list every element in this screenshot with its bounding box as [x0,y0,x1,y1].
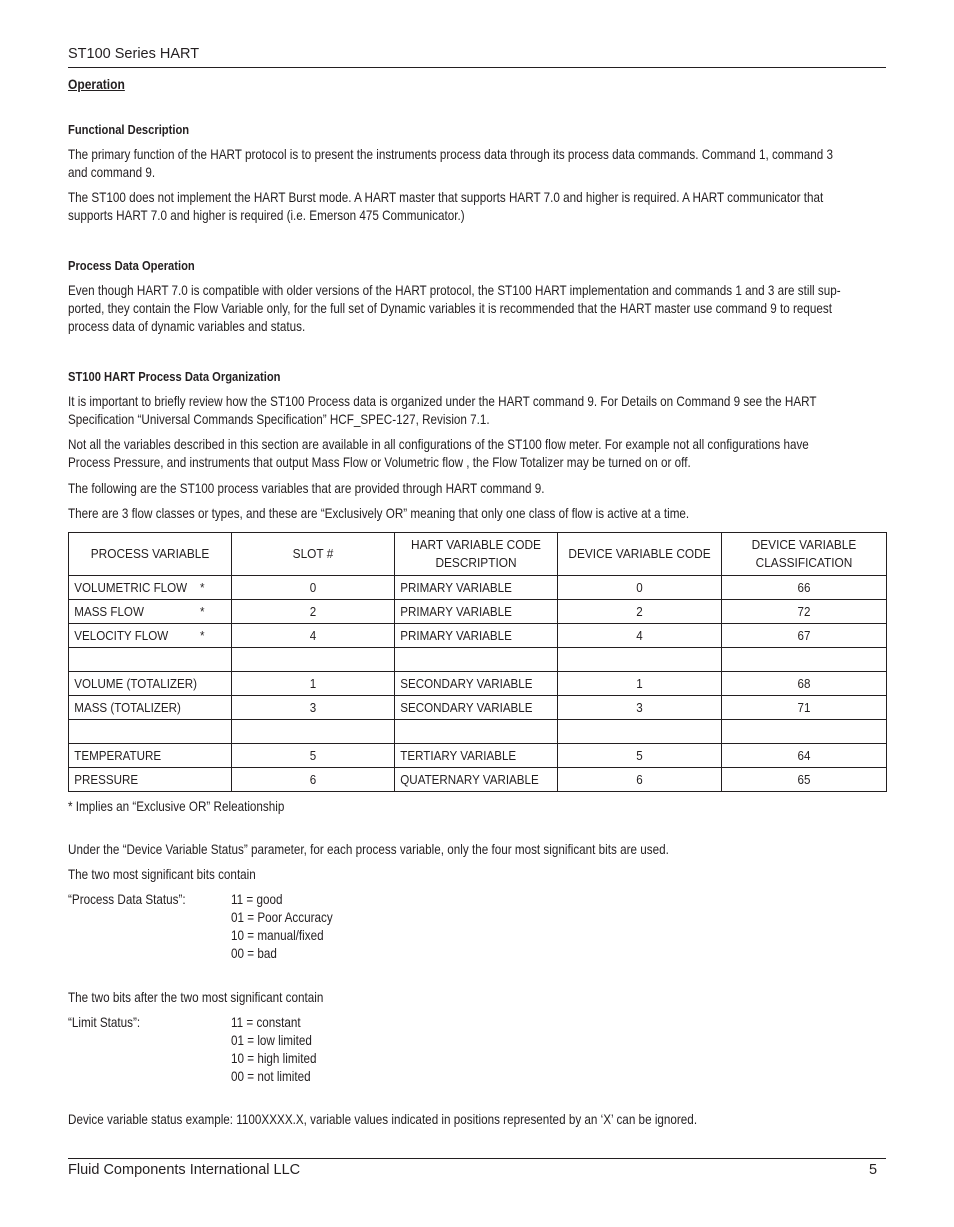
limit-status-value: 11 = constant [231,1015,301,1030]
table-footnote: * Implies an “Exclusive OR” Releationship [68,799,285,814]
process-data-status-label: “Process Data Status”: [68,892,186,907]
cell-classification: 68 [722,672,887,696]
limit-intro: The two bits after the two most significant contain [68,990,324,1005]
process-data-status-value: 11 = good [231,892,283,907]
cell-process-variable: MASS (TOTALIZER) [69,696,232,720]
limit-status-label: “Limit Status”: [68,1015,141,1030]
limit-status-value: 01 = low limited [231,1033,312,1048]
functional-paragraph-1: The primary function of the HART protocol is to present the instruments process data through its process data commands. Command 1, command 3 and command 9. [68,147,834,180]
organization-paragraph-2: Not all the variables described in this section are available in all configurations of the ST100 flow meter. For example not all configurations have Process Pressure, and instruments that output Mass Flow or Volumetric flow , the Flow Totalizer may be turned on or off. [68,437,809,470]
limit-status-value: 00 = not limited [231,1069,311,1084]
cell-classification: 64 [722,744,887,768]
table-row [69,768,887,792]
organization-paragraph-4: There are 3 flow classes or types, and these are “Exclusively OR” meaning that only one class of flow is active at a time. [68,506,690,521]
table-row [69,720,887,744]
cell-device-variable-code: 1 [558,672,722,696]
cell-process-variable: TEMPERATURE [69,744,232,768]
process-data-status-value: 01 = Poor Accuracy [231,910,333,925]
process-data-status-value: 00 = bad [231,946,277,961]
cell-process-variable: VOLUME (TOTALIZER) [69,672,232,696]
cell-device-variable-code: 2 [558,600,722,624]
organization-paragraph-3: The following are the ST100 process variables that are provided through HART command 9. [68,481,545,496]
table-row [69,576,887,600]
cell-classification: 71 [722,696,887,720]
table-row [69,600,887,624]
header-device-variable-code: DEVICE VARIABLE CODE [558,533,722,576]
cell-classification: 65 [722,768,887,792]
footer-rule [68,1158,886,1159]
cell-classification: 66 [722,576,887,600]
cell-hart-code-description: PRIMARY VARIABLE [395,576,558,600]
cell-slot: 3 [232,696,395,720]
header-rule [68,67,886,68]
exclusive-or-marker: * [199,580,205,595]
cell-hart-code-description: PRIMARY VARIABLE [395,624,558,648]
cell-slot [232,720,395,744]
cell-process-variable [69,648,232,672]
cell-process-variable: PRESSURE [69,768,232,792]
cell-slot [232,648,395,672]
table-row [69,648,887,672]
cell-slot: 1 [232,672,395,696]
cell-hart-code-description [395,720,558,744]
functional-paragraph-2: The ST100 does not implement the HART Burst mode. A HART master that supports HART 7.0 and higher is required. A HART communicator that supports HART 7.0 and higher is required (i.e. Emerson 475 Communicator.) [68,190,824,223]
process-data-status-value: 10 = manual/fixed [231,928,324,943]
organization-heading: ST100 HART Process Data Organization [68,369,281,384]
cell-hart-code-description: PRIMARY VARIABLE [395,600,558,624]
cell-hart-code-description: SECONDARY VARIABLE [395,672,558,696]
status-intro: Under the “Device Variable Status” parameter, for each process variable, only the four most significant bits are used. [68,842,669,857]
cell-process-variable: * VOLUMETRIC FLOW [69,576,232,600]
cell-hart-code-description [395,648,558,672]
cell-hart-code-description: TERTIARY VARIABLE [395,744,558,768]
organization-paragraph-1: It is important to briefly review how the ST100 Process data is organized under the HART command 9. For Details on Command 9 see the HART Specification “Universal Commands Specification” HCF_SPEC-127, Revision 7.1. [68,394,817,427]
exclusive-or-marker: * [199,604,205,619]
cell-classification [722,648,887,672]
cell-hart-code-description: QUATERNARY VARIABLE [395,768,558,792]
cell-slot: 6 [232,768,395,792]
cell-device-variable-code [558,648,722,672]
table-row [69,672,887,696]
table-row [69,624,887,648]
section-title: Operation [68,76,125,92]
cell-device-variable-code [558,720,722,744]
exclusive-or-marker: * [199,628,205,643]
functional-heading: Functional Description [68,122,190,137]
header-process-variable: PROCESS VARIABLE [69,533,232,576]
cell-device-variable-code: 0 [558,576,722,600]
limit-status-value: 10 = high limited [231,1051,317,1066]
footer-company: Fluid Components International LLC [68,1162,301,1178]
cell-device-variable-code: 3 [558,696,722,720]
cell-hart-code-description: SECONDARY VARIABLE [395,696,558,720]
process-variable-table [68,532,887,792]
cell-slot: 5 [232,744,395,768]
process-data-paragraph: Even though HART 7.0 is compatible with older versions of the HART protocol, the ST100 HART implementation and commands 1 and 3 are still sup- ported, they contain the Flow Variable only, for the full set of Dynamic variables it is recommended that the HART master use command 9 to request process data of dynamic variables and status. [68,283,841,334]
cell-device-variable-code: 6 [558,768,722,792]
page-number: 5 [869,1162,878,1178]
table-row [69,696,887,720]
table-header-row [69,533,887,576]
cell-classification: 72 [722,600,887,624]
cell-device-variable-code: 4 [558,624,722,648]
cell-device-variable-code: 5 [558,744,722,768]
header-slot: SLOT # [232,533,395,576]
cell-slot: 2 [232,600,395,624]
status-example: Device variable status example: 1100XXXX.X, variable values indicated in positions represented by an ‘X’ can be ignored. [68,1112,698,1127]
cell-slot: 0 [232,576,395,600]
cell-process-variable [69,720,232,744]
header-hart-code-description: HART VARIABLE CODE DESCRIPTION [395,533,558,576]
cell-process-variable: * MASS FLOW [69,600,232,624]
cell-process-variable: * VELOCITY FLOW [69,624,232,648]
msb-intro: The two most significant bits contain [68,867,256,882]
header-device-variable-classification: DEVICE VARIABLE CLASSIFICATION [722,533,887,576]
process-data-heading: Process Data Operation [68,258,195,273]
running-header: ST100 Series HART [68,46,200,62]
table-row [69,744,887,768]
cell-classification: 67 [722,624,887,648]
cell-classification [722,720,887,744]
cell-slot: 4 [232,624,395,648]
